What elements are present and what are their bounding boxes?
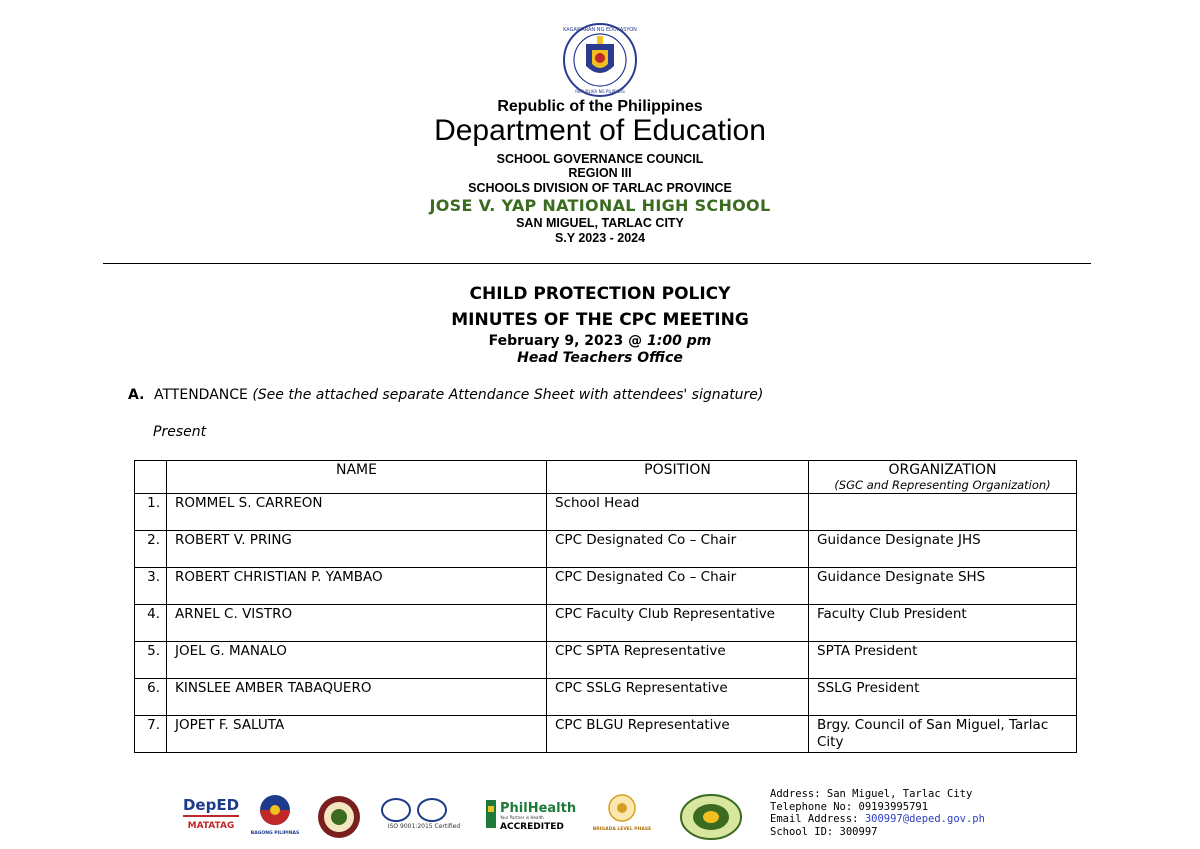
row-name: ROMMEL S. CARREON <box>167 494 547 531</box>
address-line: Address: San Miguel, Tarlac City <box>770 788 973 800</box>
col-position: POSITION <box>547 461 809 494</box>
svg-text:KAGAWARAN NG EDUKASYON: KAGAWARAN NG EDUKASYON <box>563 27 637 33</box>
department-heading: Department of Education <box>434 114 766 147</box>
bagong-pilipinas-logo <box>250 792 300 836</box>
row-organization: SPTA President <box>809 642 1077 679</box>
row-organization <box>809 494 1077 531</box>
school-name: JOSE V. YAP NATIONAL HIGH SCHOOL <box>429 196 771 215</box>
deped-seal-logo <box>562 22 638 98</box>
email-link[interactable]: 300997@deped.gov.ph <box>864 813 985 825</box>
row-name: ROBERT V. PRING <box>167 531 547 568</box>
table-row <box>135 531 1077 568</box>
email-line <box>770 813 985 826</box>
attendance-table <box>134 460 1077 753</box>
bagong-pilipinas-text: BAGONG PILIPINAS <box>250 831 300 836</box>
row-organization: SSLG President <box>809 679 1077 716</box>
iso-certified-text: ISO 9001:2015 Certified <box>387 823 461 830</box>
row-number: 4. <box>135 605 167 642</box>
school-contact-info <box>770 788 985 838</box>
row-number: 2. <box>135 531 167 568</box>
row-organization: Guidance Designate SHS <box>809 568 1077 605</box>
row-number: 3. <box>135 568 167 605</box>
school-id-line: School ID: 300997 <box>770 825 878 838</box>
row-position: School Head <box>547 494 809 531</box>
matatag-logo-text: MATATAG <box>187 821 235 831</box>
table-row <box>135 642 1077 679</box>
row-organization: Guidance Designate JHS <box>809 531 1077 568</box>
row-number: 1. <box>135 494 167 531</box>
table-row <box>135 716 1077 753</box>
email-label: Email Address: <box>770 813 865 825</box>
brigada-logo <box>592 792 652 838</box>
present-label: Present <box>153 424 207 440</box>
philhealth-text: PhilHealth <box>500 801 577 816</box>
council-line: SCHOOL GOVERNANCE COUNCIL <box>496 152 704 166</box>
header-divider <box>103 263 1091 264</box>
col-number <box>135 461 167 494</box>
meeting-time: 1:00 pm <box>647 333 712 349</box>
col-organization-label: ORGANIZATION <box>888 462 997 478</box>
row-organization: Brgy. Council of San Miguel, Tarlac City <box>809 716 1077 753</box>
row-name: ROBERT CHRISTIAN P. YAMBAO <box>167 568 547 605</box>
row-position: CPC Designated Co – Chair <box>547 568 809 605</box>
document-title: CHILD PROTECTION POLICY <box>469 284 731 304</box>
table-row <box>135 494 1077 531</box>
attendance-label: ATTENDANCE <box>154 387 248 403</box>
table-row <box>135 568 1077 605</box>
col-name: NAME <box>167 461 547 494</box>
region-line: REGION III <box>568 166 632 180</box>
row-position: CPC Designated Co – Chair <box>547 531 809 568</box>
row-name: JOPET F. SALUTA <box>167 716 547 753</box>
philhealth-accredited-logo <box>484 796 590 832</box>
row-position: CPC SSLG Representative <box>547 679 809 716</box>
telephone-line: Telephone No: 09193995791 <box>770 800 929 813</box>
table-header-row <box>135 461 1077 494</box>
table-row <box>135 605 1077 642</box>
row-name: JOEL G. MANALO <box>167 642 547 679</box>
row-position: CPC SPTA Representative <box>547 642 809 679</box>
svg-text:REPUBLIKA NG PILIPINAS: REPUBLIKA NG PILIPINAS <box>575 89 625 94</box>
division-line: SCHOOLS DIVISION OF TARLAC PROVINCE <box>468 181 732 195</box>
meeting-date <box>0 333 1200 349</box>
attendance-note: (See the attached separate Attendance Sheet with attendees' signature) <box>252 387 764 403</box>
school-seal-logo <box>312 794 366 840</box>
meeting-date-prefix: February 9, 2023 @ <box>488 333 648 349</box>
row-position: CPC Faculty Club Representative <box>547 605 809 642</box>
deped-logo-text: DepED <box>182 796 240 814</box>
table-row <box>135 679 1077 716</box>
col-organization <box>809 461 1077 494</box>
meeting-venue: Head Teachers Office <box>517 350 683 366</box>
row-name: KINSLEE AMBER TABAQUERO <box>167 679 547 716</box>
city-line: SAN MIGUEL, TARLAC CITY <box>516 216 684 230</box>
philhealth-tagline: Your Partner in Health <box>500 815 544 820</box>
row-number: 5. <box>135 642 167 679</box>
brigada-text: BRIGADA LEVEL PHASE <box>592 827 652 832</box>
col-organization-sub: (SGC and Representing Organization) <box>834 478 1051 492</box>
row-position: CPC BLGU Representative <box>547 716 809 753</box>
deped-matatag-logo <box>180 794 242 832</box>
footer <box>0 780 1200 840</box>
document-subtitle: MINUTES OF THE CPC MEETING <box>451 310 749 330</box>
row-name: ARNEL C. VISTRO <box>167 605 547 642</box>
philhealth-accredited-text: ACCREDITED <box>500 822 564 832</box>
row-organization: Faculty Club President <box>809 605 1077 642</box>
section-letter: A. <box>128 387 145 403</box>
school-year: S.Y 2023 - 2024 <box>554 231 646 245</box>
republic-heading: Republic of the Philippines <box>497 98 703 115</box>
row-number: 6. <box>135 679 167 716</box>
row-number: 7. <box>135 716 167 753</box>
municipal-seal-logo <box>680 794 742 840</box>
attendance-heading <box>128 387 763 403</box>
iso-certified-logo <box>376 796 472 832</box>
